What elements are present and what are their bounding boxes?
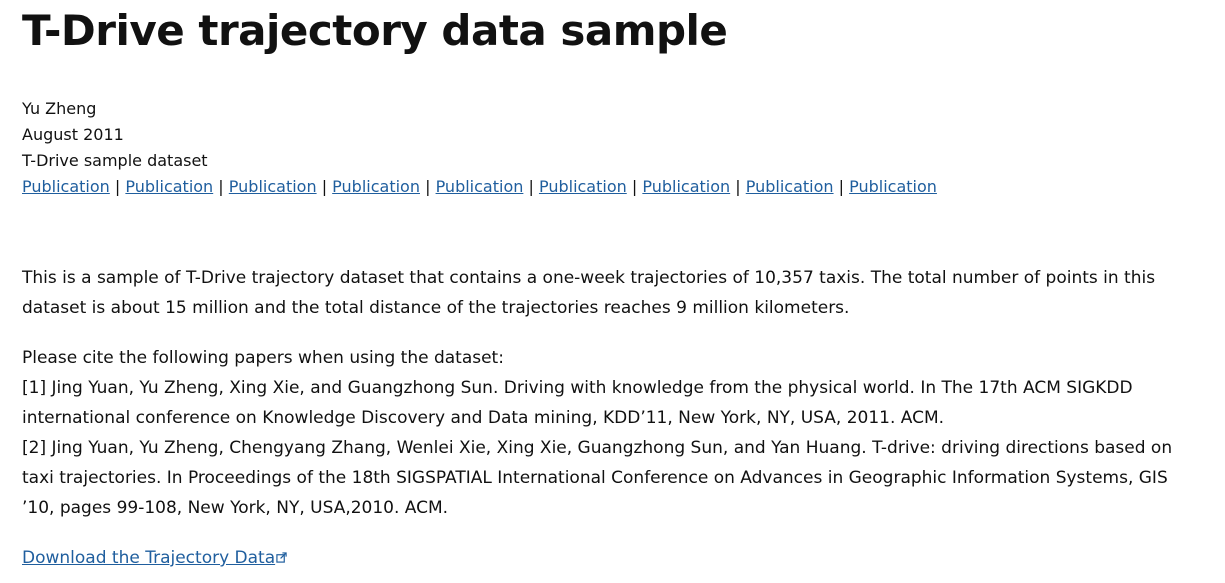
dataset-name: T-Drive sample dataset <box>22 151 208 170</box>
link-separator: | <box>114 177 121 196</box>
description-line: dataset is about 15 million and the total distance of the trajectories reaches 9 million kilometers. <box>22 298 850 318</box>
metadata-block <box>22 96 937 200</box>
citation-2-line: [2] Jing Yuan, Yu Zheng, Chengyang Zhang, Wenlei Xie, Xing Xie, Guangzhong Sun, and Yan Huang. T-drive: driving directions based on <box>22 438 1173 458</box>
publish-date: August 2011 <box>22 125 124 144</box>
publication-link-2[interactable]: Publication <box>125 177 214 196</box>
download-section <box>22 543 287 573</box>
link-separator: | <box>838 177 845 196</box>
link-separator: | <box>631 177 638 196</box>
publication-links <box>22 174 937 200</box>
external-link-icon <box>276 552 287 563</box>
publication-link-7[interactable]: Publication <box>642 177 731 196</box>
publication-link-8[interactable]: Publication <box>745 177 834 196</box>
link-separator: | <box>321 177 328 196</box>
citation-1-line: international conference on Knowledge Discovery and Data mining, KDD’11, New York, NY, USA, 2011. ACM. <box>22 408 945 428</box>
author-name: Yu Zheng <box>22 99 97 118</box>
citation-paragraph <box>22 343 1217 523</box>
citation-2-line: taxi trajectories. In Proceedings of the 18th SIGSPATIAL International Conference on Advances in Geographic Information Systems, GIS <box>22 468 1168 488</box>
publication-link-5[interactable]: Publication <box>435 177 524 196</box>
link-separator: | <box>425 177 431 196</box>
description-line: This is a sample of T-Drive trajectory dataset that contains a one-week trajectories of 10,357 taxis. The total number of points in this <box>22 268 1156 288</box>
link-separator: | <box>528 177 534 196</box>
citation-1-line: [1] Jing Yuan, Yu Zheng, Xing Xie, and Guangzhong Sun. Driving with knowledge from the physical world. In The 17th ACM SIGKDD <box>22 378 1133 398</box>
publication-link-9[interactable]: Publication <box>849 177 937 196</box>
page-title: T-Drive trajectory data sample <box>22 6 728 55</box>
description-paragraph <box>22 263 1217 323</box>
publication-link-3[interactable]: Publication <box>228 177 317 196</box>
citation-intro: Please cite the following papers when using the dataset: <box>22 348 504 368</box>
link-separator: | <box>735 177 741 196</box>
link-separator: | <box>218 177 224 196</box>
download-link-label: Download the Trajectory Data <box>22 548 276 568</box>
publication-link-1[interactable]: Publication <box>22 177 110 196</box>
article-body <box>22 263 1217 523</box>
publication-link-4[interactable]: Publication <box>332 177 420 196</box>
publication-link-6[interactable]: Publication <box>538 177 627 196</box>
download-link[interactable] <box>22 548 287 568</box>
citation-2-line: ’10, pages 99-108, New York, NY, USA,2010. ACM. <box>22 498 449 518</box>
